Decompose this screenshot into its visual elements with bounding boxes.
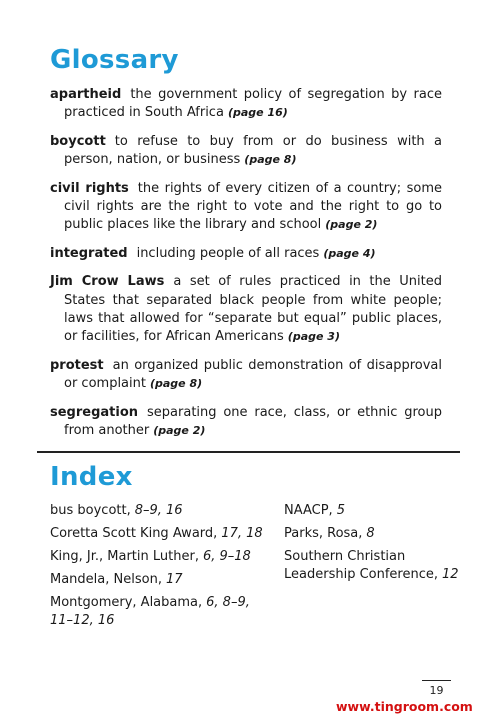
glossary-definition: the government policy of segregation by race practiced in South Africa — [64, 87, 442, 121]
glossary-heading: Glossary — [50, 45, 179, 75]
glossary-term: boycott — [50, 133, 106, 149]
glossary-page-ref: (page 4) — [323, 246, 376, 260]
index-entry-name: bus boycott, — [50, 503, 131, 518]
glossary-page-ref: (page 2) — [325, 218, 378, 232]
glossary-definition: including people of all races — [136, 245, 320, 261]
section-divider — [37, 451, 460, 453]
glossary-page-ref: (page 2) — [153, 424, 206, 438]
watermark-text: www.tingroom.com — [336, 699, 473, 714]
index-entry-pages: 5 — [336, 503, 345, 518]
index-entry-pages: 12 — [442, 567, 459, 582]
glossary-entry-apartheid — [50, 86, 442, 123]
index-entry-name: Montgomery, Alabama, — [50, 595, 203, 610]
index-entry-pages: 6, 8–9, — [206, 595, 250, 610]
glossary-entry-segregation — [50, 404, 442, 441]
index-entry — [50, 571, 270, 589]
index-entry — [50, 525, 270, 543]
index-entry — [50, 594, 270, 630]
glossary-entry-integrated — [50, 245, 442, 263]
index-entry — [284, 502, 464, 520]
page-number-rule — [422, 680, 451, 681]
index-entry-name: NAACP, — [284, 503, 333, 518]
glossary-definition: separating one race, class, or ethnic group from another — [64, 404, 442, 439]
glossary-page-ref: (page 8) — [244, 153, 297, 167]
glossary-entry-boycott — [50, 133, 442, 170]
glossary-term: apartheid — [50, 87, 122, 102]
index-column-right — [284, 502, 464, 589]
glossary-page-ref: (page 16) — [227, 106, 288, 120]
glossary-term: segregation — [50, 404, 139, 420]
index-entry-pages: 8–9, 16 — [134, 503, 183, 518]
glossary-term: civil rights — [50, 180, 129, 196]
glossary-definition: a set of rules practiced in the United States that separated black people from white people; laws that allowed for “separate but equal” public places, or facilities, for African Americans — [64, 274, 442, 345]
index-entry-pages: 8 — [366, 526, 375, 541]
index-column-left — [50, 502, 270, 635]
glossary-definition: an organized public demonstration of disapproval or complaint — [64, 357, 442, 392]
glossary-definition: the rights of every citizen of a country; some civil rights are the right to vote and the right to go to public places like the library and school — [64, 180, 442, 233]
index-entry — [284, 525, 464, 543]
glossary-definition: to refuse to buy from or do business with a person, nation, or business — [64, 133, 442, 168]
index-entry — [50, 548, 270, 566]
index-entry-name: Coretta Scott King Award, — [50, 526, 218, 541]
index-entry-name: Southern Christian Leadership Conference, — [284, 549, 439, 582]
index-entry-name: Mandela, Nelson, — [50, 572, 162, 587]
index-entry-pages: 6, 9–18 — [202, 549, 251, 564]
glossary-entry-jim-crow-laws — [50, 273, 442, 347]
glossary-entry-protest — [50, 357, 442, 394]
index-heading: Index — [50, 462, 133, 492]
index-entry-name: Parks, Rosa, — [284, 526, 363, 541]
glossary-page-ref: (page 8) — [149, 377, 203, 391]
page-number: 19 — [429, 684, 444, 697]
index-entry-name: King, Jr., Martin Luther, — [50, 549, 199, 564]
index-entry-pages: 17 — [165, 572, 183, 587]
glossary-term: integrated — [50, 245, 128, 261]
index-entry-pages: 17, 18 — [221, 526, 263, 541]
glossary-entry-civil-rights — [50, 180, 442, 235]
glossary-list — [50, 86, 442, 451]
index-entry — [50, 502, 270, 520]
glossary-page-ref: (page 3) — [287, 330, 340, 344]
glossary-term: Jim Crow Laws — [50, 274, 165, 290]
glossary-term: protest — [50, 357, 104, 373]
index-entry — [284, 548, 464, 584]
index-entry-pages-continued: 11–12, 16 — [50, 613, 115, 628]
